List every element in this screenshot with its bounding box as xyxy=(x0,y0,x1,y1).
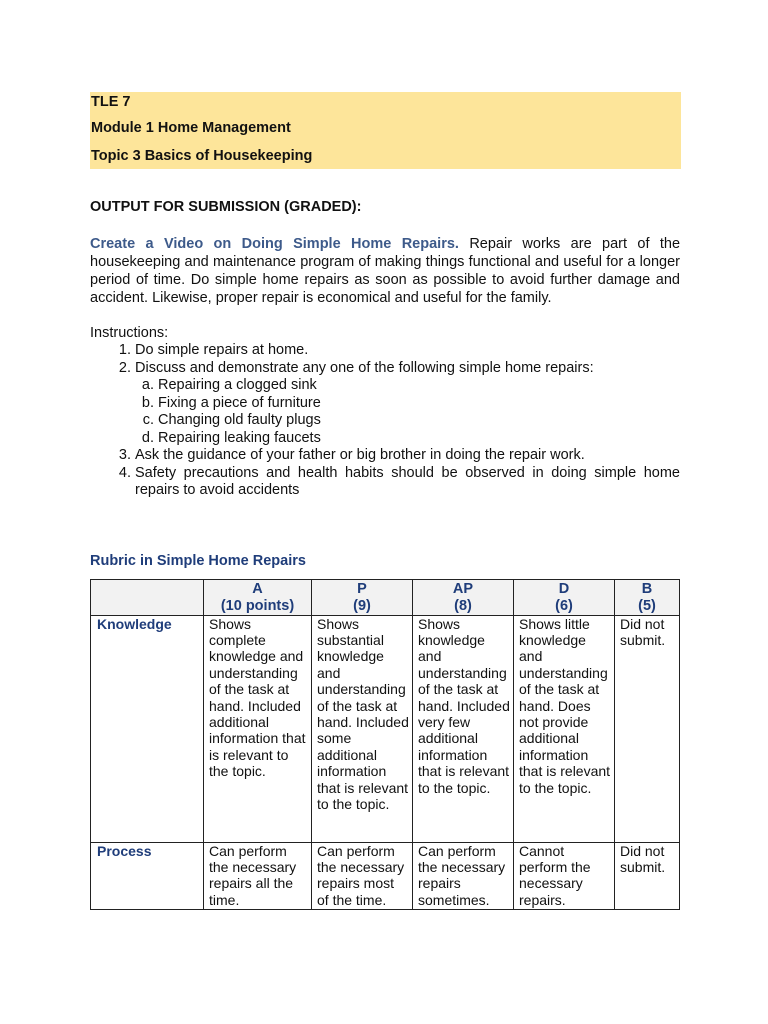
output-heading: OUTPUT FOR SUBMISSION (GRADED): xyxy=(90,199,362,215)
instructions-list xyxy=(90,342,680,500)
repair-option: d. Repairing leaking faucets xyxy=(158,430,680,448)
criterion-label: Process xyxy=(91,842,204,909)
rubric-column-header: AP (8) xyxy=(413,579,514,615)
repair-option: c. Changing old faulty plugs xyxy=(158,412,680,430)
repair-options-list xyxy=(135,377,680,447)
rubric-cell: Did not submit. xyxy=(615,615,680,842)
rubric-header-row xyxy=(91,579,680,615)
intro-paragraph xyxy=(90,235,680,307)
criterion-label: Knowledge xyxy=(91,615,204,842)
rubric-column-header: D (6) xyxy=(514,579,615,615)
rubric-cell: Shows knowledge and understanding of the task at hand. Included very few additional information that is relevant to the topic. xyxy=(413,615,514,842)
rubric-cell: Can perform the necessary repairs most of the time. xyxy=(312,842,413,909)
table-row xyxy=(91,842,680,909)
intro-body: Repair works are part of the housekeeping and maintenance program of making things functional and useful for a longer period of time. Do simple home repairs as soon as possible to avoid further damage and accident. Likewise, proper repair is economical and useful for the family. xyxy=(90,236,681,306)
rubric-cell: Shows complete knowledge and understanding of the task at hand. Included additional information that is relevant to the topic. xyxy=(204,615,312,842)
rubric-column-header: P (9) xyxy=(312,579,413,615)
repair-option: b. Fixing a piece of furniture xyxy=(158,395,680,413)
rubric-table xyxy=(90,579,680,910)
rubric-cell: Cannot perform the necessary repairs. xyxy=(514,842,615,909)
rubric-cell: Can perform the necessary repairs all the time. xyxy=(204,842,312,909)
header-box xyxy=(90,92,681,169)
rubric-cell: Shows substantial knowledge and understanding of the task at hand. Included some additional information that is relevant to the topic. xyxy=(312,615,413,842)
subject-title: TLE 7 xyxy=(91,94,131,110)
instructions-label: Instructions: xyxy=(90,325,169,341)
rubric-column-header: B (5) xyxy=(615,579,680,615)
document-page xyxy=(90,92,680,910)
rubric-column-header: A (10 points) xyxy=(204,579,312,615)
table-row xyxy=(91,615,680,842)
topic-title: Topic 3 Basics of Housekeeping xyxy=(91,148,313,164)
instruction-step: 3. Ask the guidance of your father or big brother in doing the repair work. xyxy=(135,447,680,465)
rubric-cell: Did not submit. xyxy=(615,842,680,909)
instruction-step: 4. Safety precautions and health habits should be observed in doing simple home repairs to avoid accidents xyxy=(135,465,680,500)
instruction-step: 1. Do simple repairs at home. xyxy=(135,342,680,360)
module-title: Module 1 Home Management xyxy=(91,120,291,136)
instruction-step: 2. Discuss and demonstrate any one of the following simple home repairs: a. Repairing a clogged sink b. Fixing a piece of furniture c. Changing old faulty plugs d. Repairing leaking faucets xyxy=(135,360,680,448)
rubric-cell: Can perform the necessary repairs sometimes. xyxy=(413,842,514,909)
intro-lead: Create a Video on Doing Simple Home Repairs. xyxy=(90,236,459,252)
rubric-cell: Shows little knowledge and understanding of the task at hand. Does not provide additional information that is relevant to the topic. xyxy=(514,615,615,842)
rubric-corner-cell xyxy=(91,579,204,615)
repair-option: a. Repairing a clogged sink xyxy=(158,377,680,395)
rubric-title: Rubric in Simple Home Repairs xyxy=(90,552,306,569)
